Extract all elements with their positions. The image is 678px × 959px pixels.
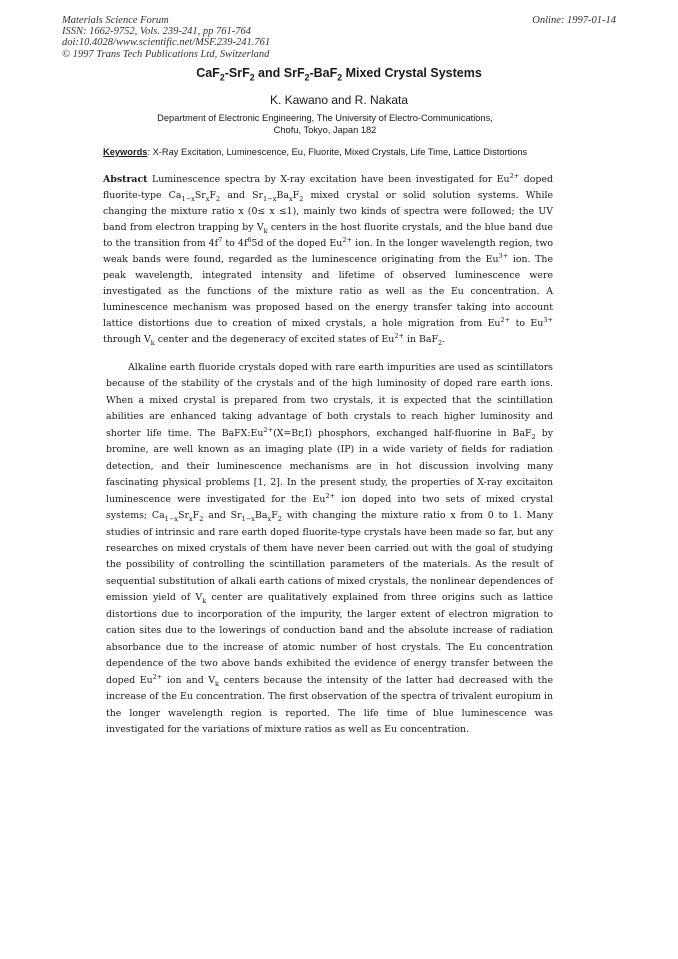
keywords-label: Keywords xyxy=(103,147,148,157)
keywords xyxy=(103,147,553,158)
affiliation-line-1: Department of Electronic Engineering, The University of Electro-Communications, xyxy=(157,113,493,123)
abstract: Abstract Luminescence spectra by X-ray excitation have been investigated for $Eu^{2+}$ doped fluorite-type $Ca_{1-x}Sr_xF_2$ and $Sr_{1-x}Ba_xF_2$ mixed crystal or solid solution systems. While changing the mixture ratio x (0≤ x ≤1), mainly two kinds of spectra were followed; the UV band from electron trapping by $V_k$ centers in the host fluorite crystals, and the blue band due to the transition from $4f^7$ to $4f^65d$ of the doped $Eu^{2+}$ ion. In the longer wavelength region, two weak bands were found, regarded as the luminescence originating from the $Eu^{3+}$ ion. The peak wavelength, integrated intensity and lifetime of observed luminescence were investigated as the functions of the mixture ratio as well as the Eu concentration. A luminescence mechanism was proposed based on the energy transfer taking into account lattice distortions due to creation of mixed crystals, a hole migration from $Eu^{2+}$ to $Eu^{3+}$ through $V_k$ center and the degeneracy of excited states of $Eu^{2+}$ in BaF$_2$. xyxy=(103,171,553,347)
authors: K. Kawano and R. Nakata xyxy=(269,93,409,107)
body-paragraph: Alkaline earth fluoride crystals doped with rare earth impurities are used as scintillators because of the stability of the crystals and of the high luminosity of doped rare earth ions. When a mixed crystal is prepared from two crystals, it is expected that the scintillation abilities are enhanced taking advantage of both crystals to reach higher luminosity and shorter life time. The $BaFX:Eu^{2+}(X=Br,I)$ phosphors, exchanged half-fluorine in BaF$_2$ by bromine, are well known as an imaging plate (IP) in a wide variety of fields for radiation detection, and their luminescence mechanisms are in hot discussion involving many fascinating physical problems [1, 2]. In the present study, the properties of X-ray excitaiton luminescence were investigated for the $Eu^{2+}$ ion doped into two sets of mixed crystal systems; $Ca_{1-x}Sr_xF_2$ and $Sr_{1-x}Ba_xF_2$ with changing the mixture ratio x from 0 to 1. Many studies of intrinsic and rare earth doped fluorite-type crystals have been made so far, but any researches on mixed crystals of them have never been carried out with the goal of studying the possibility of controlling the scintillation parameters of the materials. As the result of sequential substitution of alkali earth cations of mixed crystals, the nonlinear dependences of emission yield of $V_k$ center are qualitatively explained from three origins such as lattice distortions due to incorporation of the impurity, the larger extent of electron migration to cation sites due to the lowerings of conduction band and the absolute increase of radiation absorbance due to the increase of atomic number of host crystals. The Eu concentration dependence of the two above bands exhibited the evidence of energy transfer between the doped $Eu^{2+}$ ion and $V_k$ centers because the intensity of the latter had decreased with the increase of the Eu concentration. The first observation of the spectra of trivalent europium in the longer wavelength region is reported. The life time of blue luminescence was investigated for the variations of mixture ratios as well as Eu concentration. xyxy=(106,362,554,735)
journal-meta xyxy=(62,15,270,60)
copyright-line: © 1997 Trans Tech Publications Ltd, Switzerland xyxy=(62,48,270,60)
affiliation xyxy=(135,112,515,136)
online-date: Online: 1997-01-14 xyxy=(532,15,616,26)
affiliation-line-2: Chofu, Tokyo, Japan 182 xyxy=(273,125,377,135)
paper-title: CaF$_2$-SrF$_2$ and SrF$_2$-BaF$_2$ Mixed Crystal Systems xyxy=(196,66,482,83)
issn-line: ISSN: 1662-9752, Vols. 239-241, pp 761-764 xyxy=(62,26,251,38)
keywords-text: : X-Ray Excitation, Luminescence, Eu, Fluorite, Mixed Crystals, Life Time, Lattice Distortions xyxy=(147,147,528,157)
abstract-label: Abstract xyxy=(103,174,148,185)
doi-line: doi:10.4028/www.scientific.net/MSF.239-241.761 xyxy=(62,37,271,49)
journal-name: Materials Science Forum xyxy=(62,15,169,26)
